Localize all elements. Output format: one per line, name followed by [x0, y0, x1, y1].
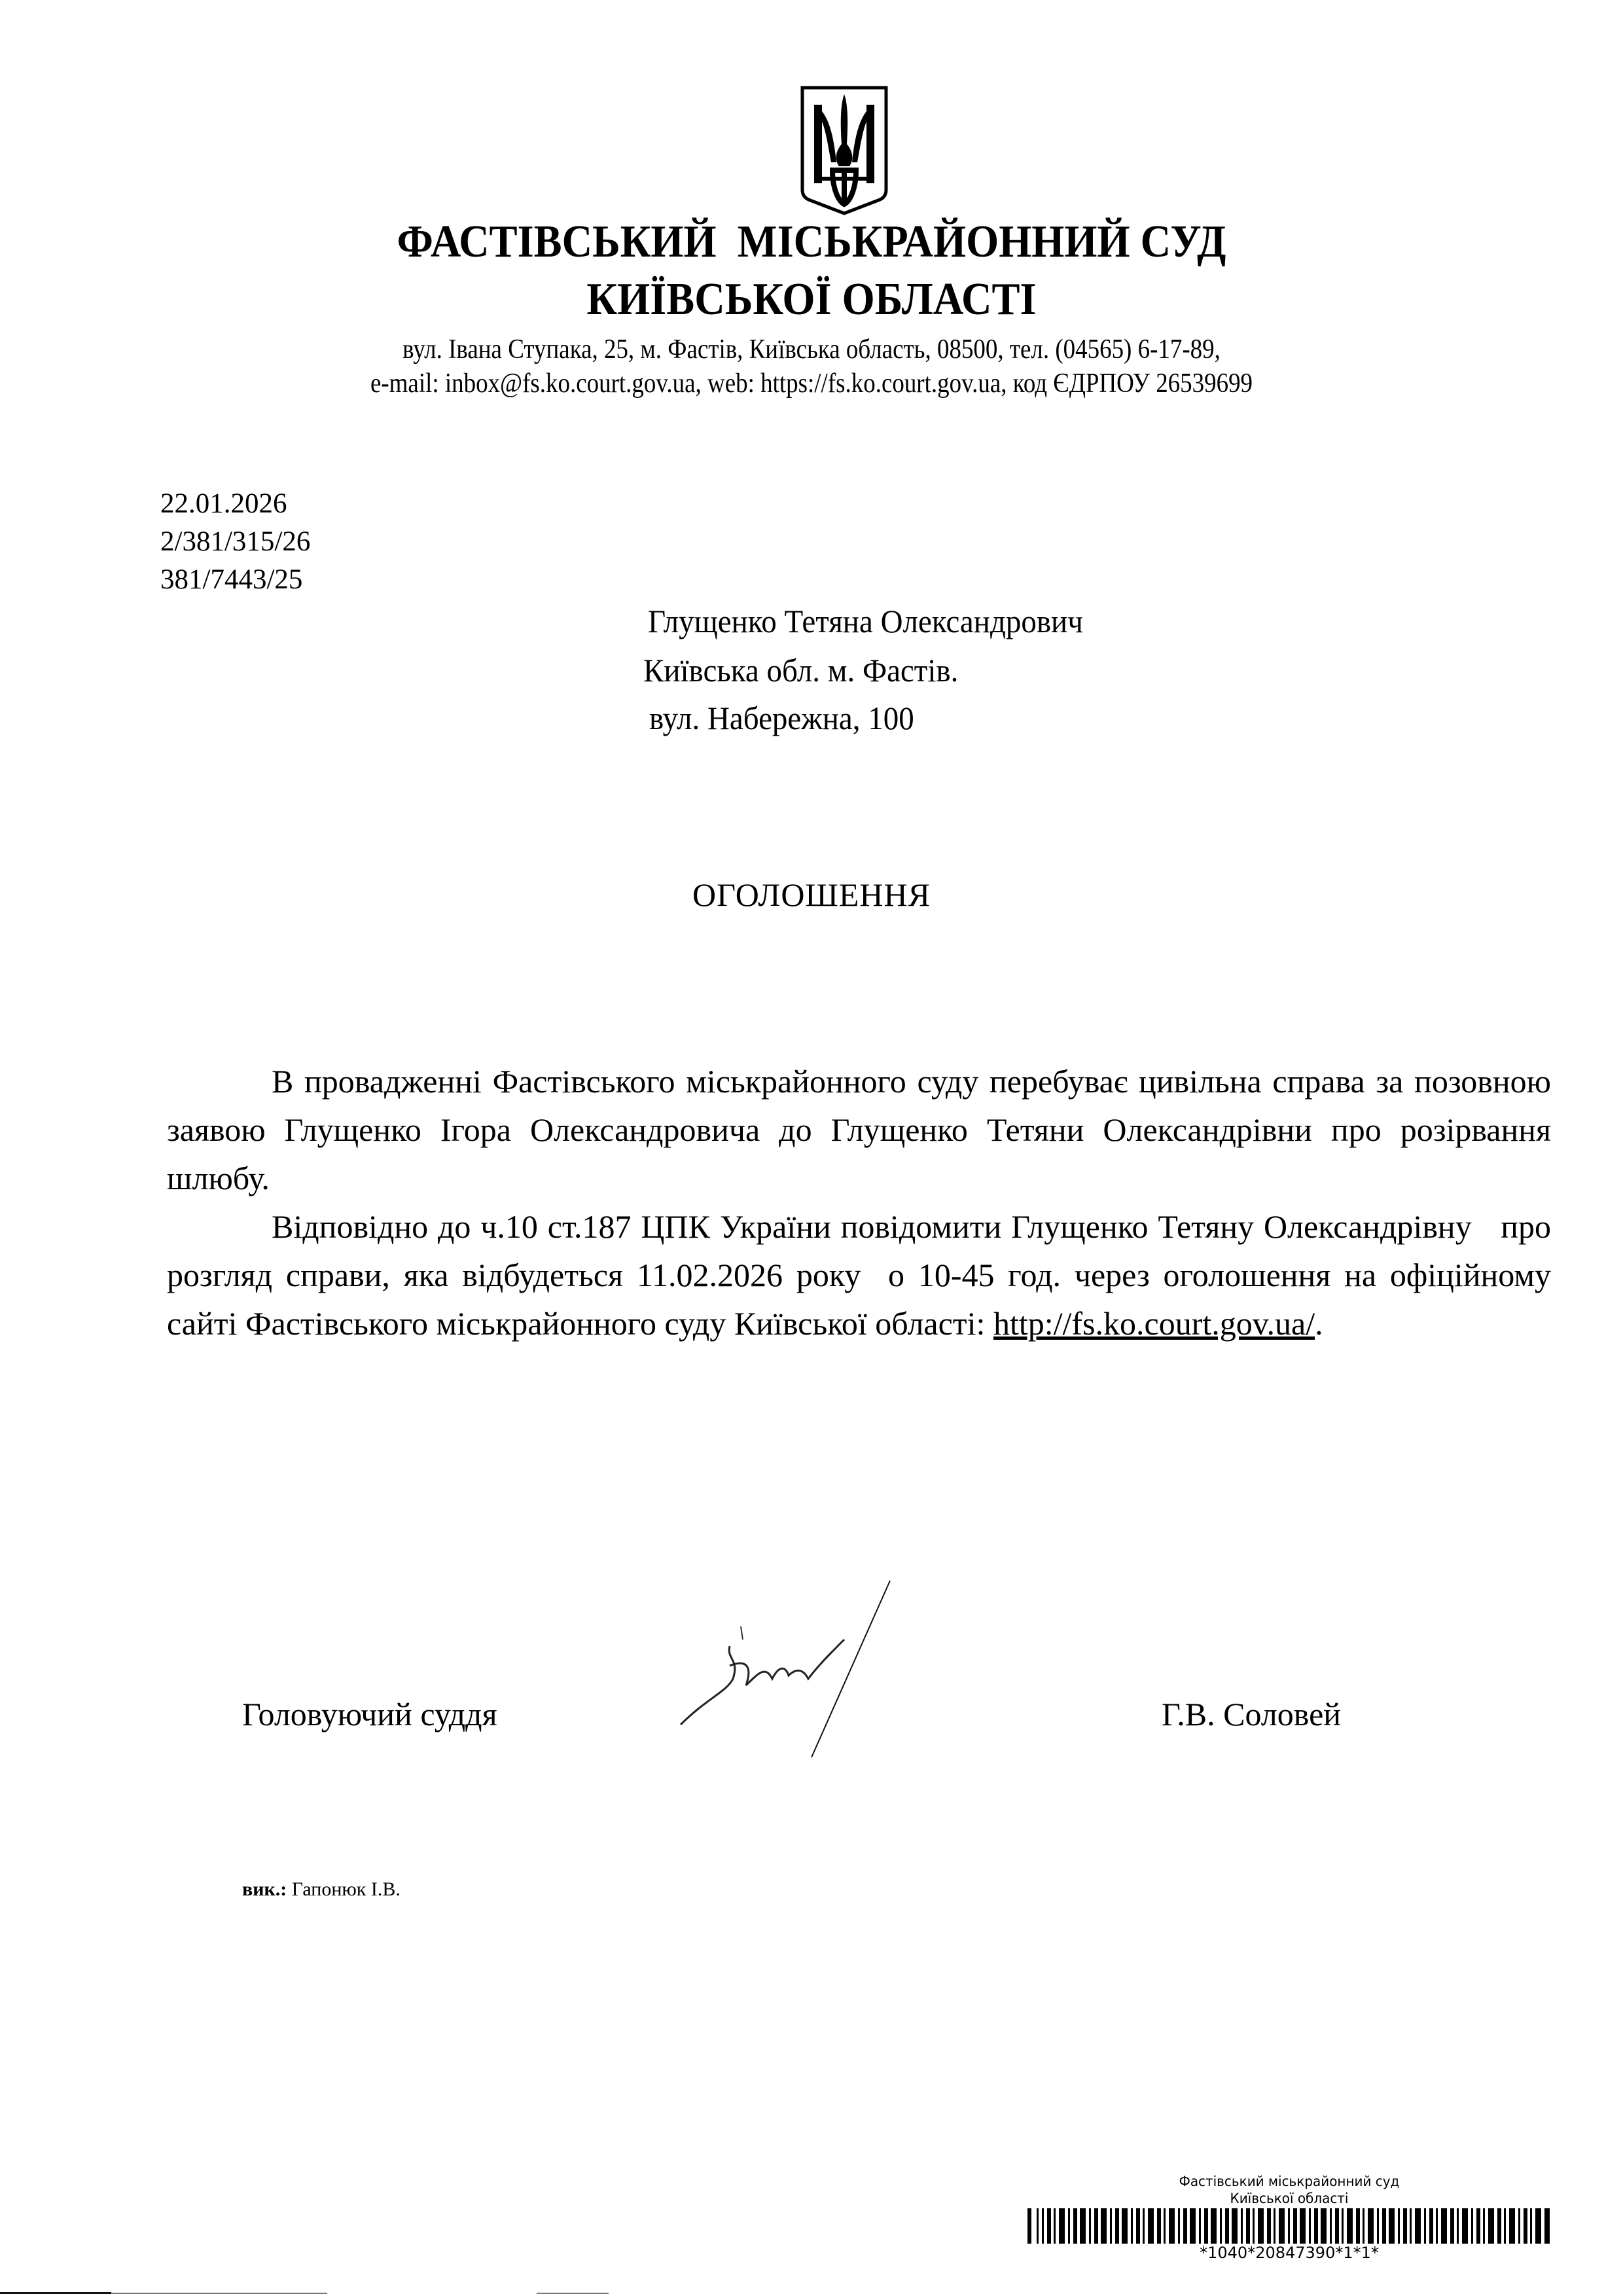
- addressee-street: вул. Набережна, 100: [649, 700, 914, 736]
- paragraph-2-end: .: [1315, 1305, 1323, 1342]
- stamp-court-name: Фастівський міськрайонний суд: [1179, 2174, 1400, 2189]
- executor-label: вик.:: [242, 1878, 287, 1900]
- body-paragraph-2: [167, 1202, 1560, 1348]
- court-name-line1: ФАСТІВСЬКИЙ МІСЬКРАЙОННИЙ СУД: [397, 217, 1226, 267]
- court-website-link[interactable]: http://fs.ko.court.gov.ua/: [993, 1305, 1315, 1342]
- body-paragraph-1: В провадженні Фастівського міськрайонного суду перебуває цивільна справа за позовною заявою Глущенко Ігора Олександровича до Глущенко Тетяни Олександрівни про розірвання шлюбу.: [167, 1063, 1551, 1196]
- document-date: 22.01.2026: [160, 488, 287, 519]
- paragraph-2-text: Відповідно до ч.10 ст.187 ЦПК України повідомити Глущенко Тетяну Олександрівну про розгляд справи, яка відбудеться 11.02.2026 року о 10-45 год. через оголошення на офіційному сайті Фастівського міськрайонного суду Київської області:: [167, 1208, 1560, 1342]
- court-address: вул. Івана Ступака, 25, м. Фастів, Київська область, 08500, тел. (04565) 6-17-89,: [402, 334, 1221, 365]
- document-title: ОГОЛОШЕННЯ: [692, 876, 931, 913]
- court-name-line2: КИЇВСЬКОЇ ОБЛАСТІ: [586, 274, 1037, 325]
- executor-name: Гапонюк І.В.: [291, 1878, 401, 1900]
- barcode-icon: [1027, 2208, 1551, 2244]
- addressee-name: Глущенко Тетяна Олександрович: [648, 603, 1083, 639]
- addressee-city: Київська обл. м. Фастів.: [643, 652, 959, 689]
- barcode-stamp: [1021, 2173, 1558, 2262]
- barcode-number: *1040*20847390*1*1*: [1200, 2244, 1379, 2262]
- signatory-name: Г.В. Соловей: [1162, 1696, 1342, 1732]
- stamp-region: Київської області: [1230, 2191, 1349, 2206]
- document-body: [167, 1057, 1560, 1348]
- executor: [242, 1878, 401, 1901]
- handwritten-signature-icon: [668, 1568, 1021, 1764]
- coat-of-arms-icon: [800, 85, 889, 216]
- court-contacts: e-mail: inbox@fs.ko.court.gov.ua, web: https://fs.ko.court.gov.ua, код ЄДРПОУ 26539699: [370, 368, 1253, 399]
- case-number: 381/7443/25: [160, 564, 303, 595]
- outgoing-number: 2/381/315/26: [160, 526, 311, 557]
- scan-edge-line: [0, 2288, 1047, 2296]
- signatory-role: Головуючий суддя: [242, 1696, 497, 1732]
